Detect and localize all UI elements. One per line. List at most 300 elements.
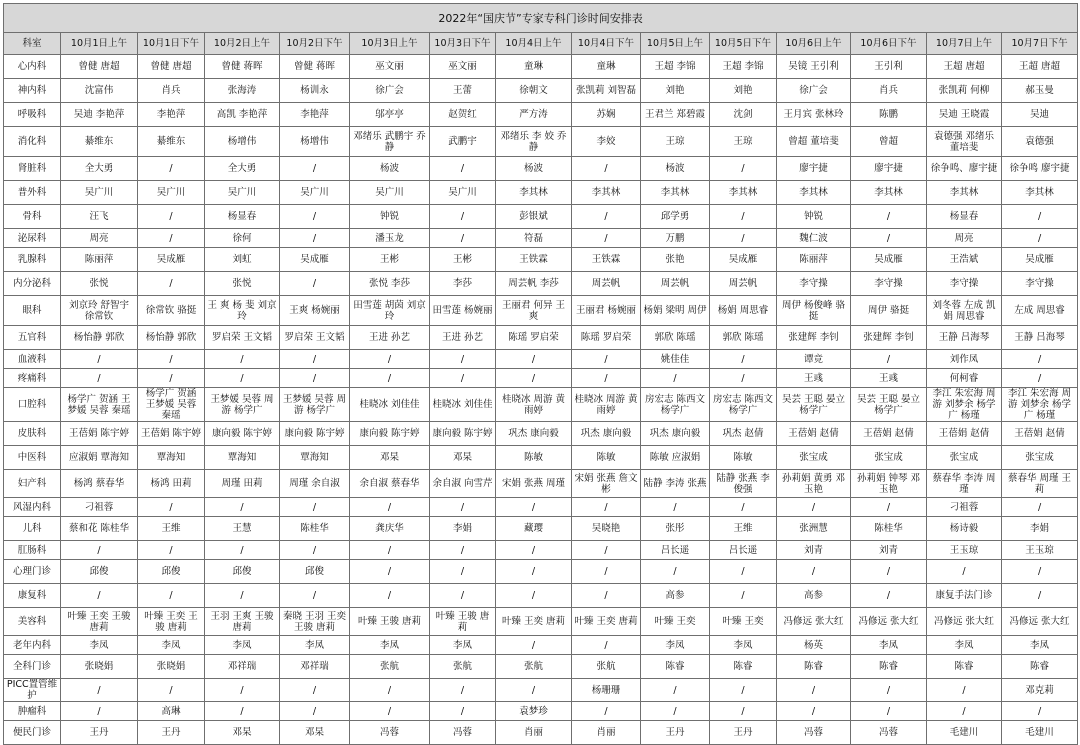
schedule-cell: 魏仁波: [777, 229, 851, 248]
column-header-session: 10月2日上午: [205, 33, 280, 55]
schedule-cell: 叶臻 王奕 王骏 唐莉: [61, 608, 138, 636]
schedule-cell: 康向毅 陈宇婷: [205, 422, 280, 446]
schedule-cell: /: [572, 636, 641, 655]
schedule-cell: 罗启荣 王文韬: [205, 326, 280, 350]
schedule-cell: /: [430, 679, 496, 702]
schedule-cell: 邱俊: [61, 560, 138, 584]
schedule-cell: 叶臻 王奕: [641, 608, 710, 636]
schedule-cell: 桂晓冰 刘佳佳: [350, 388, 430, 422]
schedule-cell: 李艳萍: [138, 103, 205, 127]
schedule-cell: 李其林: [572, 181, 641, 205]
schedule-cell: 桂晓冰 周游 黄雨婷: [572, 388, 641, 422]
schedule-cell: /: [496, 636, 572, 655]
table-row: [4, 517, 1078, 541]
schedule-cell: 李江 朱宏海 周游 刘梦余 杨学广 杨瑾: [927, 388, 1002, 422]
schedule-cell: 张洲慧: [777, 517, 851, 541]
schedule-cell: 王彧: [851, 369, 927, 388]
schedule-cell: 李莎: [430, 272, 496, 296]
schedule-cell: 冯蓉: [350, 721, 430, 745]
schedule-cell: /: [205, 702, 280, 721]
schedule-cell: 王君兰 郑碧霞: [641, 103, 710, 127]
schedule-cell: 何柯睿: [927, 369, 1002, 388]
schedule-cell: 全大勇: [61, 157, 138, 181]
schedule-cell: 肖兵: [138, 79, 205, 103]
schedule-cell: 房宏志 陈西文 杨学广: [641, 388, 710, 422]
schedule-cell: 王丹: [138, 721, 205, 745]
schedule-cell: 陈桂华: [851, 517, 927, 541]
schedule-cell: /: [1002, 369, 1078, 388]
schedule-cell: 徐广会: [777, 79, 851, 103]
schedule-cell: /: [138, 350, 205, 369]
schedule-cell: 王进 孙艺: [430, 326, 496, 350]
schedule-cell: 王超 唐超: [927, 55, 1002, 79]
schedule-cell: 吴广川: [138, 181, 205, 205]
schedule-cell: 张凯莉 何柳: [927, 79, 1002, 103]
schedule-cell: 吕长遥: [641, 541, 710, 560]
schedule-cell: 刁祖蓉: [61, 498, 138, 517]
schedule-cell: 王蓓娟 陈宇婷: [138, 422, 205, 446]
schedule-cell: 曾超: [851, 127, 927, 157]
schedule-cell: 巩杰 赵倩: [710, 422, 777, 446]
schedule-cell: /: [641, 369, 710, 388]
table-row: [4, 157, 1078, 181]
schedule-cell: 肖兵: [851, 79, 927, 103]
schedule-cell: 曾健 蒋晖: [280, 55, 350, 79]
schedule-cell: 蔡和花 陈桂华: [61, 517, 138, 541]
schedule-cell: 冯蓉: [777, 721, 851, 745]
department-cell: 泌尿科: [4, 229, 61, 248]
schedule-cell: 高参: [641, 584, 710, 608]
table-row: [4, 679, 1078, 702]
schedule-cell: 康复手法门诊: [927, 584, 1002, 608]
schedule-cell: 刘青: [851, 541, 927, 560]
department-cell: 眼科: [4, 296, 61, 326]
schedule-cell: /: [205, 541, 280, 560]
department-cell: 内分泌科: [4, 272, 61, 296]
schedule-cell: /: [350, 350, 430, 369]
schedule-cell: 王玉琼: [927, 541, 1002, 560]
schedule-cell: 陈桂华: [280, 517, 350, 541]
schedule-cell: 杨增伟: [280, 127, 350, 157]
schedule-cell: /: [927, 560, 1002, 584]
schedule-cell: /: [496, 679, 572, 702]
schedule-cell: 谭竞: [777, 350, 851, 369]
schedule-cell: /: [280, 272, 350, 296]
schedule-cell: 吴成雁: [851, 248, 927, 272]
schedule-cell: 李娟: [430, 517, 496, 541]
schedule-cell: 陆静 李涛 张燕: [641, 470, 710, 498]
schedule-cell: 陈敏: [496, 446, 572, 470]
schedule-cell: 王引利: [851, 55, 927, 79]
schedule-cell: 邱俊: [138, 560, 205, 584]
schedule-cell: 王蓓娟 赵倩: [927, 422, 1002, 446]
schedule-cell: /: [138, 679, 205, 702]
table-row: [4, 388, 1078, 422]
schedule-cell: 曾健 唐超: [61, 55, 138, 79]
schedule-cell: 张彤: [641, 517, 710, 541]
department-cell: 肛肠科: [4, 541, 61, 560]
schedule-cell: 袁德强 邓绪乐 董培斐: [927, 127, 1002, 157]
schedule-cell: /: [138, 272, 205, 296]
schedule-cell: 高琳: [138, 702, 205, 721]
schedule-cell: 张建辉 李钊: [851, 326, 927, 350]
table-row: [4, 446, 1078, 470]
schedule-cell: 杨显春: [205, 205, 280, 229]
schedule-cell: /: [205, 679, 280, 702]
schedule-cell: /: [927, 702, 1002, 721]
schedule-cell: 汪飞: [61, 205, 138, 229]
schedule-cell: 张悦: [205, 272, 280, 296]
schedule-cell: 徐争鸣、廖宇捷: [927, 157, 1002, 181]
schedule-cell: /: [1002, 229, 1078, 248]
schedule-cell: 张晓娟: [138, 655, 205, 679]
schedule-cell: 王羽 王爽 王骏 唐莉: [205, 608, 280, 636]
department-cell: 普外科: [4, 181, 61, 205]
table-row: [4, 470, 1078, 498]
schedule-cell: 张建辉 李钊: [777, 326, 851, 350]
schedule-cell: 刘青: [777, 541, 851, 560]
schedule-cell: 肖丽: [572, 721, 641, 745]
schedule-cell: 王超 李锦: [710, 55, 777, 79]
schedule-cell: 邓杲: [350, 446, 430, 470]
schedule-cell: 张悦 李莎: [350, 272, 430, 296]
schedule-sheet: [3, 3, 1077, 745]
schedule-cell: 王丹: [61, 721, 138, 745]
schedule-cell: 叶臻 王奕 唐莉: [572, 608, 641, 636]
schedule-cell: 陈瑶 罗启荣: [496, 326, 572, 350]
schedule-cell: 邓绪乐 武鹏宇 乔静: [350, 127, 430, 157]
table-row: [4, 296, 1078, 326]
schedule-cell: 全大勇: [205, 157, 280, 181]
schedule-cell: 王静 吕海琴: [1002, 326, 1078, 350]
schedule-cell: 陈敏: [710, 446, 777, 470]
schedule-cell: 廖宇捷: [777, 157, 851, 181]
schedule-cell: 陈睿: [777, 655, 851, 679]
schedule-cell: 万鹏: [641, 229, 710, 248]
schedule-cell: /: [350, 369, 430, 388]
schedule-cell: 王进 孙艺: [350, 326, 430, 350]
schedule-cell: /: [205, 369, 280, 388]
schedule-cell: /: [430, 229, 496, 248]
schedule-cell: /: [851, 560, 927, 584]
department-cell: 中医科: [4, 446, 61, 470]
schedule-cell: 严方涛: [496, 103, 572, 127]
column-header-session: 10月7日下午: [1002, 33, 1078, 55]
department-cell: 呼吸科: [4, 103, 61, 127]
schedule-cell: 张航: [496, 655, 572, 679]
schedule-cell: 叶臻 王骏 唐莉: [350, 608, 430, 636]
schedule-cell: /: [572, 498, 641, 517]
schedule-cell: /: [777, 702, 851, 721]
schedule-cell: 王慧: [205, 517, 280, 541]
schedule-cell: 赵贺红: [430, 103, 496, 127]
schedule-cell: /: [572, 560, 641, 584]
column-header-session: 10月5日上午: [641, 33, 710, 55]
schedule-cell: 符磊: [496, 229, 572, 248]
schedule-cell: 吴迪 王晓霞: [927, 103, 1002, 127]
schedule-cell: 巫文丽: [430, 55, 496, 79]
department-cell: 口腔科: [4, 388, 61, 422]
schedule-cell: 张晓娟: [61, 655, 138, 679]
schedule-cell: /: [572, 702, 641, 721]
schedule-cell: /: [280, 541, 350, 560]
schedule-cell: 桂晓冰 周游 黄雨婷: [496, 388, 572, 422]
schedule-cell: /: [496, 560, 572, 584]
schedule-cell: 李凤: [61, 636, 138, 655]
schedule-cell: 王彬: [430, 248, 496, 272]
schedule-cell: 彭银斌: [496, 205, 572, 229]
table-row: [4, 55, 1078, 79]
schedule-cell: 叶臻 王奕 王骏 唐莉: [138, 608, 205, 636]
schedule-cell: 张航: [350, 655, 430, 679]
schedule-cell: 吴芸 王聪 晏立 杨学广: [851, 388, 927, 422]
schedule-cell: 杨怡静 郭欣: [138, 326, 205, 350]
schedule-cell: /: [205, 498, 280, 517]
schedule-cell: 刘京玲 舒智宇 徐常钦: [61, 296, 138, 326]
department-cell: 皮肤科: [4, 422, 61, 446]
schedule-cell: 刘艳: [710, 79, 777, 103]
schedule-cell: 王铁霖: [572, 248, 641, 272]
table-row: [4, 541, 1078, 560]
schedule-cell: 王彬: [350, 248, 430, 272]
schedule-cell: /: [205, 350, 280, 369]
schedule-cell: 吴迪: [1002, 103, 1078, 127]
table-row: [4, 205, 1078, 229]
schedule-cell: 李凤: [1002, 636, 1078, 655]
schedule-cell: /: [851, 498, 927, 517]
schedule-cell: 周芸帆: [710, 272, 777, 296]
department-cell: 康复科: [4, 584, 61, 608]
schedule-cell: 刘艳: [641, 79, 710, 103]
schedule-cell: /: [641, 498, 710, 517]
table-row: [4, 721, 1078, 745]
schedule-cell: 王超 李锦: [641, 55, 710, 79]
schedule-cell: 李凤: [851, 636, 927, 655]
schedule-cell: 吴成雁: [280, 248, 350, 272]
schedule-cell: 郭欣 陈瑶: [641, 326, 710, 350]
schedule-cell: /: [61, 584, 138, 608]
schedule-cell: 刘冬蓉 左成 凯娟 周思睿: [927, 296, 1002, 326]
schedule-cell: 吴广川: [430, 181, 496, 205]
schedule-cell: /: [851, 350, 927, 369]
schedule-cell: 杨珊珊: [572, 679, 641, 702]
schedule-cell: 罗启荣 王文韬: [280, 326, 350, 350]
schedule-cell: 陆静 张燕 李俊强: [710, 470, 777, 498]
schedule-cell: 田雪莲 胡茵 刘京玲: [350, 296, 430, 326]
schedule-cell: 王月宾 张林玲: [777, 103, 851, 127]
schedule-cell: /: [710, 498, 777, 517]
schedule-cell: 李姣: [572, 127, 641, 157]
schedule-cell: 高凯 李艳萍: [205, 103, 280, 127]
schedule-cell: 吴成雁: [138, 248, 205, 272]
schedule-cell: 徐朝文: [496, 79, 572, 103]
schedule-cell: 李守操: [1002, 272, 1078, 296]
schedule-cell: /: [280, 350, 350, 369]
department-cell: 肿瘤科: [4, 702, 61, 721]
schedule-cell: /: [641, 679, 710, 702]
schedule-cell: /: [1002, 205, 1078, 229]
table-row: [4, 127, 1078, 157]
schedule-cell: 邱俊: [205, 560, 280, 584]
schedule-cell: /: [927, 679, 1002, 702]
table-row: [4, 181, 1078, 205]
schedule-cell: 巩杰 康向毅: [496, 422, 572, 446]
schedule-cell: 陈丽萍: [777, 248, 851, 272]
schedule-cell: /: [280, 369, 350, 388]
schedule-cell: 潘玉龙: [350, 229, 430, 248]
schedule-cell: 张宝成: [927, 446, 1002, 470]
schedule-cell: /: [710, 369, 777, 388]
schedule-cell: 康向毅 陈宇婷: [280, 422, 350, 446]
department-cell: 心理门诊: [4, 560, 61, 584]
schedule-cell: 王爽 杨婉丽: [280, 296, 350, 326]
schedule-cell: 高参: [777, 584, 851, 608]
schedule-cell: /: [710, 679, 777, 702]
department-cell: 肾脏科: [4, 157, 61, 181]
schedule-cell: 李其林: [1002, 181, 1078, 205]
schedule-cell: 李其林: [641, 181, 710, 205]
schedule-cell: /: [496, 350, 572, 369]
schedule-cell: 王琼: [641, 127, 710, 157]
schedule-cell: 康向毅 陈宇婷: [350, 422, 430, 446]
department-cell: 乳腺科: [4, 248, 61, 272]
schedule-cell: 袁梦珍: [496, 702, 572, 721]
schedule-cell: 王蕾: [430, 79, 496, 103]
schedule-cell: /: [61, 679, 138, 702]
schedule-cell: /: [350, 679, 430, 702]
schedule-cell: 吴广川: [350, 181, 430, 205]
schedule-cell: 邬亭亭: [350, 103, 430, 127]
schedule-cell: 张悦: [61, 272, 138, 296]
department-cell: 风湿内科: [4, 498, 61, 517]
schedule-cell: 邓祥瑞: [205, 655, 280, 679]
schedule-cell: 吴镜 王引利: [777, 55, 851, 79]
schedule-cell: /: [350, 541, 430, 560]
schedule-cell: 杨诗毅: [927, 517, 1002, 541]
column-header-session: 10月1日上午: [61, 33, 138, 55]
schedule-cell: 杨波: [641, 157, 710, 181]
schedule-cell: /: [572, 350, 641, 369]
table-row: [4, 272, 1078, 296]
schedule-cell: 李其林: [851, 181, 927, 205]
schedule-cell: /: [1002, 350, 1078, 369]
schedule-cell: /: [430, 157, 496, 181]
schedule-cell: 覃海知: [138, 446, 205, 470]
schedule-cell: /: [430, 498, 496, 517]
schedule-cell: 邱学勇: [641, 205, 710, 229]
schedule-cell: 钟锐: [350, 205, 430, 229]
schedule-cell: 李娟: [1002, 517, 1078, 541]
schedule-cell: /: [280, 498, 350, 517]
schedule-cell: 叶臻 王奕: [710, 608, 777, 636]
schedule-cell: 陈瑶 罗启荣: [572, 326, 641, 350]
schedule-cell: /: [1002, 560, 1078, 584]
schedule-cell: /: [572, 229, 641, 248]
schedule-cell: 刁祖蓉: [927, 498, 1002, 517]
schedule-cell: 杨鸿 蔡春华: [61, 470, 138, 498]
schedule-cell: 冯蓉: [851, 721, 927, 745]
schedule-cell: 吴芸 王聪 晏立 杨学广: [777, 388, 851, 422]
schedule-cell: 王玉琼: [1002, 541, 1078, 560]
schedule-cell: /: [350, 560, 430, 584]
schedule-cell: /: [710, 702, 777, 721]
schedule-cell: 周伊 杨俊峰 骆挺: [777, 296, 851, 326]
schedule-cell: 李其林: [777, 181, 851, 205]
department-cell: 神内科: [4, 79, 61, 103]
schedule-cell: 沈剑: [710, 103, 777, 127]
schedule-cell: 周芸帆: [572, 272, 641, 296]
schedule-cell: 邓杲: [205, 721, 280, 745]
table-row: [4, 79, 1078, 103]
schedule-cell: 毛建川: [1002, 721, 1078, 745]
schedule-cell: /: [280, 584, 350, 608]
schedule-cell: /: [1002, 498, 1078, 517]
department-cell: 骨科: [4, 205, 61, 229]
schedule-cell: 周芸帆 李莎: [496, 272, 572, 296]
table-row: [4, 326, 1078, 350]
schedule-cell: /: [777, 679, 851, 702]
schedule-cell: 冯蓉: [430, 721, 496, 745]
schedule-cell: 王蓓娟 陈宇婷: [61, 422, 138, 446]
schedule-cell: 李凤: [927, 636, 1002, 655]
schedule-cell: /: [350, 498, 430, 517]
schedule-cell: 邓杲: [430, 446, 496, 470]
schedule-cell: 覃海知: [205, 446, 280, 470]
schedule-cell: /: [851, 584, 927, 608]
schedule-cell: 王维: [710, 517, 777, 541]
schedule-cell: /: [430, 541, 496, 560]
table-row: [4, 702, 1078, 721]
schedule-cell: 田雪莲 杨婉丽: [430, 296, 496, 326]
table-row: [4, 103, 1078, 127]
schedule-cell: /: [61, 350, 138, 369]
schedule-cell: 陈丽萍: [61, 248, 138, 272]
schedule-cell: /: [851, 229, 927, 248]
schedule-cell: 李其林: [927, 181, 1002, 205]
schedule-cell: /: [710, 584, 777, 608]
schedule-cell: /: [496, 498, 572, 517]
schedule-cell: 王梦媛 吴蓉 周游 杨学广: [205, 388, 280, 422]
schedule-cell: /: [430, 584, 496, 608]
schedule-cell: /: [1002, 584, 1078, 608]
department-cell: 老年内科: [4, 636, 61, 655]
schedule-cell: /: [641, 560, 710, 584]
schedule-cell: 王蓓娟 赵倩: [777, 422, 851, 446]
schedule-cell: 巫文丽: [350, 55, 430, 79]
schedule-cell: 王丽君 杨婉丽: [572, 296, 641, 326]
schedule-cell: 李守操: [777, 272, 851, 296]
schedule-cell: 陈睿: [1002, 655, 1078, 679]
schedule-cell: /: [572, 157, 641, 181]
schedule-cell: 张宝成: [1002, 446, 1078, 470]
schedule-cell: 杨波: [350, 157, 430, 181]
schedule-cell: 杨训永: [280, 79, 350, 103]
schedule-cell: 武鹏宇: [430, 127, 496, 157]
schedule-cell: 叶臻 王奕 唐莉: [496, 608, 572, 636]
schedule-cell: /: [280, 205, 350, 229]
schedule-cell: 张宝成: [777, 446, 851, 470]
schedule-cell: /: [496, 541, 572, 560]
schedule-cell: 王蓓娟 赵倩: [851, 422, 927, 446]
schedule-cell: /: [710, 350, 777, 369]
schedule-cell: 陈睿: [710, 655, 777, 679]
schedule-cell: 周亮: [927, 229, 1002, 248]
schedule-cell: 康向毅 陈宇婷: [430, 422, 496, 446]
schedule-cell: 王丽君 何异 王爽: [496, 296, 572, 326]
title-row: [4, 4, 1078, 33]
schedule-cell: /: [710, 157, 777, 181]
schedule-cell: 陈睿: [851, 655, 927, 679]
